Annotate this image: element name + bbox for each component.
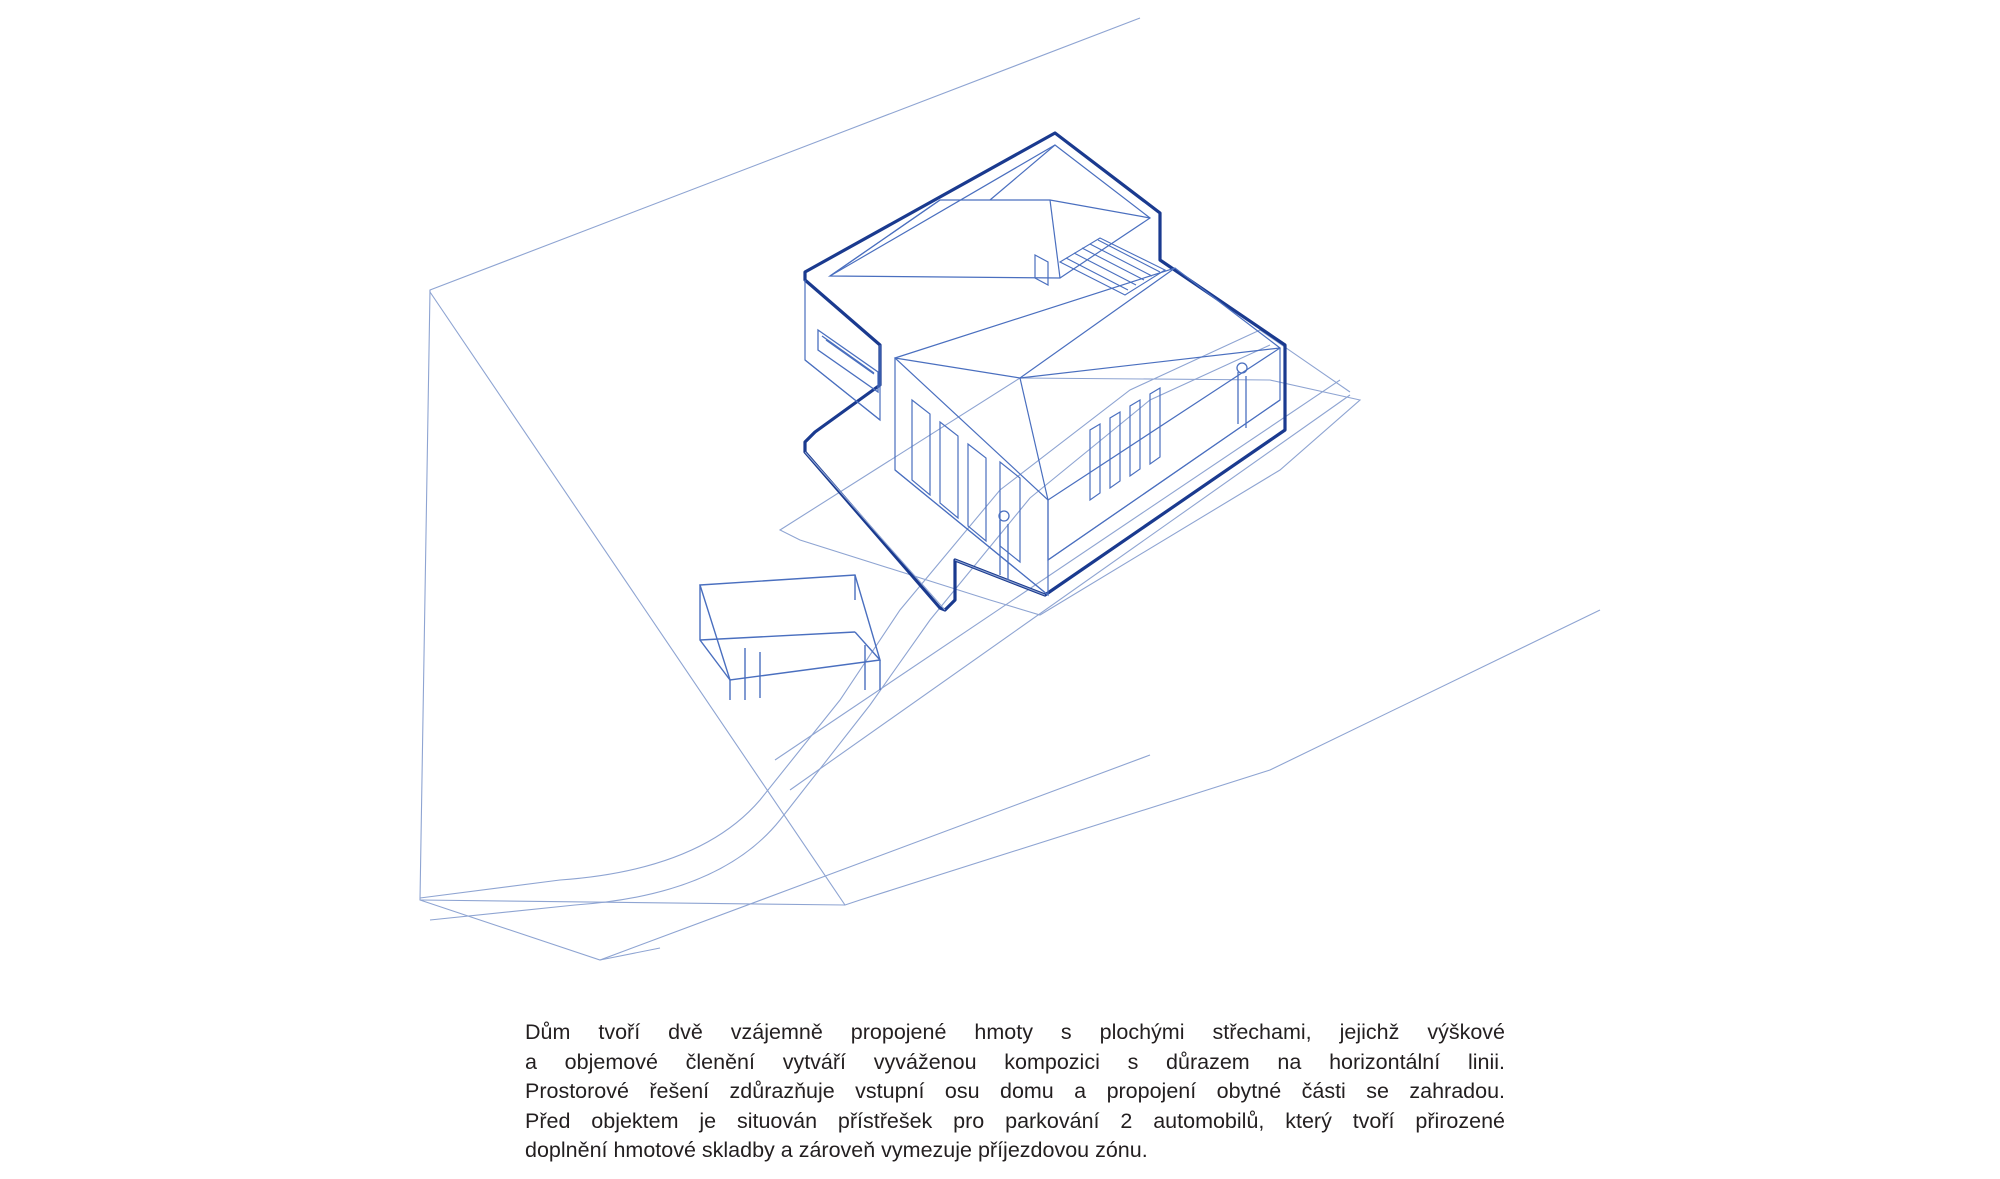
ground-shadow-line xyxy=(805,452,1045,610)
site-contour-lines xyxy=(420,330,1350,960)
caption-line-1: Dům tvoří dvě vzájemně propojené hmoty s plochými střechami, jejichž výškové xyxy=(525,1020,1505,1044)
facade-glazing-east xyxy=(1090,388,1160,500)
roof-skylight xyxy=(1035,255,1048,285)
caption-line-2: a objemové členění vytváří vyváženou kompozici s důrazem na horizontální linii. xyxy=(525,1049,1505,1074)
main-facade-south xyxy=(895,358,1048,595)
caption-line-5: doplnění hmotové skladby a zároveň vymezuje příjezdovou zónu. xyxy=(525,1138,1148,1162)
caption xyxy=(525,1018,1505,1166)
caption-line-4: Před objektem je situován přístřešek pro parkování 2 automobilů, který tvoří přirozené xyxy=(525,1108,1505,1133)
caption-line-3: Prostorové řešení zdůrazňuje vstupní osu domu a propojení obytné části se zahradou. xyxy=(525,1079,1505,1103)
window-band-wing xyxy=(818,330,878,392)
